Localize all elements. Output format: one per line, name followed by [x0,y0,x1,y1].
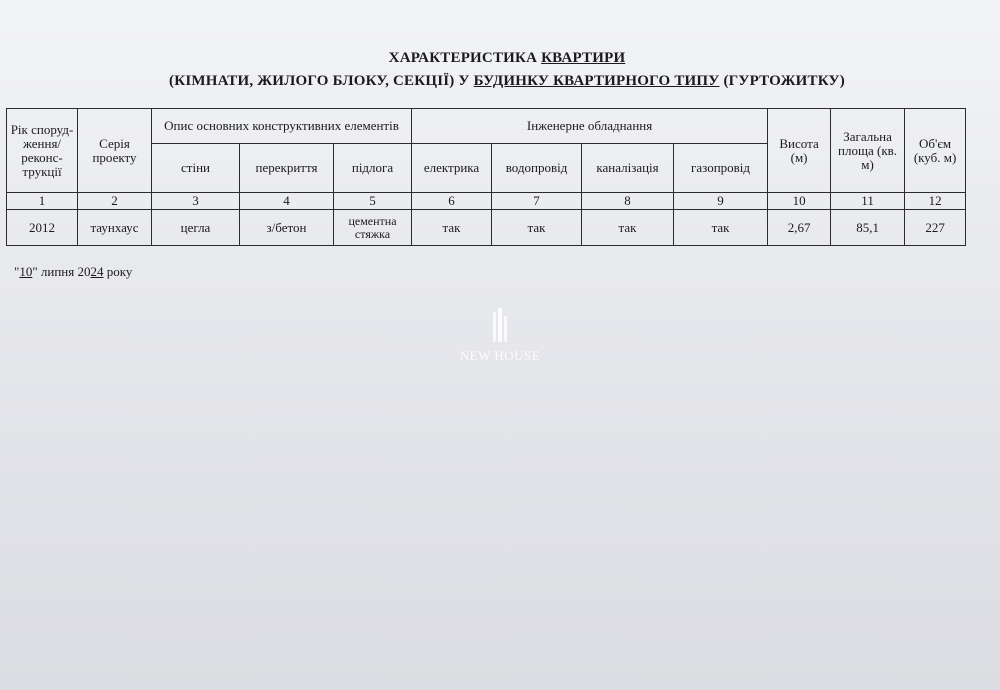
cell-water: так [492,210,582,246]
table-row [7,210,966,246]
cell-electric: так [412,210,492,246]
title-underlined-house-type: БУДИНКУ КВАРТИРНОГО ТИПУ [473,73,720,89]
column-number: 2 [78,193,152,210]
header-volume: Об'єм (куб. м) [905,109,966,193]
header-water: водопровід [492,144,582,193]
header-height: Висота (м) [768,109,831,193]
header-area: Загальна площа (кв. м) [831,109,905,193]
cell-gas: так [674,210,768,246]
building-logo-icon [490,308,510,342]
column-number: 9 [674,193,768,210]
header-structural-elements: Опис основних конструктивних елементів [152,109,412,144]
cell-sewer: так [582,210,674,246]
date-year-suffix: 24 [90,264,104,279]
document-title-line2: (КІМНАТИ, ЖИЛОГО БЛОКУ, СЕКЦІЇ) У БУДИНКУ КВАРТИРНОГО ТИПУ (ГУРТОЖИТКУ) [169,73,845,89]
column-number-row [7,193,966,210]
header-gas: газопровід [674,144,768,193]
cell-series: таунхаус [78,210,152,246]
header-engineering-equipment: Інженерне обладнання [412,109,768,144]
header-electric: електрика [412,144,492,193]
column-number: 5 [334,193,412,210]
column-number: 10 [768,193,831,210]
title-underlined-apartment: КВАРТИРИ [541,50,626,66]
cell-area: 85,1 [831,210,905,246]
cell-walls: цегла [152,210,240,246]
header-row-1 [7,109,966,144]
cell-volume: 227 [905,210,966,246]
date-day: 10 [19,264,33,279]
header-walls: стіни [152,144,240,193]
column-number: 1 [7,193,78,210]
document-date: "10" липня 2024 року [14,264,133,279]
column-number: 11 [831,193,905,210]
header-year: Рік споруд-ження/ реконс-трукції [7,109,78,193]
watermark [450,308,550,364]
cell-floor: цементна стяжка [334,210,412,246]
header-sewer: каналізація [582,144,674,193]
document-title-line1: ХАРАКТЕРИСТИКА КВАРТИРИ [388,50,626,66]
watermark-text: NEW HOUSE [459,348,541,363]
column-number: 6 [412,193,492,210]
column-number: 4 [240,193,334,210]
header-floor: підлога [334,144,412,193]
cell-height: 2,67 [768,210,831,246]
characteristics-table [6,108,966,246]
header-ceilings: перекриття [240,144,334,193]
column-number: 7 [492,193,582,210]
cell-ceilings: з/бетон [240,210,334,246]
column-number: 3 [152,193,240,210]
column-number: 8 [582,193,674,210]
cell-year: 2012 [7,210,78,246]
column-number: 12 [905,193,966,210]
header-series: Серія проекту [78,109,152,193]
